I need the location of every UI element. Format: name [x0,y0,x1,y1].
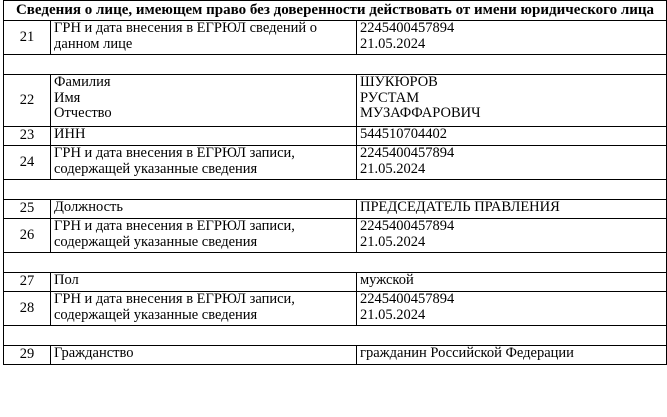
row-number: 23 [4,127,51,146]
spacer-row [4,180,667,200]
row-value [357,75,667,127]
row-value [357,219,667,253]
value-line: 2245400457894 [360,145,455,161]
label-line: ГРН и дата внесения в ЕГРЮЛ записи, [54,145,295,161]
value-line: мужской [360,272,414,288]
row-number: 28 [4,292,51,326]
row-value [357,200,667,219]
row-number: 26 [4,219,51,253]
row-label [51,292,357,326]
table-row [4,219,667,253]
row-label [51,346,357,365]
row-label [51,200,357,219]
row-label [51,127,357,146]
label-line: Имя [54,89,81,106]
label-line: ИНН [54,126,86,142]
table-row [4,200,667,219]
spacer-row [4,326,667,346]
table-row [4,346,667,365]
section-title: Сведения о лице, имеющем право без доверенности действовать от имени юридического лица [4,1,667,21]
row-number: 21 [4,21,51,55]
row-value [357,146,667,180]
label-line: содержащей указанные сведения [54,233,258,250]
row-label [51,75,357,127]
table-row [4,146,667,180]
value-line: МУЗАФФАРОВИЧ [360,105,481,121]
row-label [51,21,357,55]
row-number: 27 [4,273,51,292]
value-line: 21.05.2024 [360,160,426,177]
row-number: 24 [4,146,51,180]
row-value [357,346,667,365]
row-value [357,292,667,326]
section-header-row [4,1,667,21]
label-line: содержащей указанные сведения [54,306,258,323]
label-line: данном лице [54,35,133,52]
label-line: ГРН и дата внесения в ЕГРЮЛ сведений о [54,20,318,36]
value-line: 21.05.2024 [360,306,426,323]
row-label [51,219,357,253]
value-line: ПРЕДСЕДАТЕЛЬ ПРАВЛЕНИЯ [360,199,560,215]
table-row [4,127,667,146]
table-row [4,21,667,55]
label-line: содержащей указанные сведения [54,160,258,177]
value-line: 2245400457894 [360,20,455,36]
row-label [51,273,357,292]
value-line: 21.05.2024 [360,233,426,250]
table-row [4,292,667,326]
egrul-table [3,0,667,365]
label-line: Пол [54,272,79,288]
row-number: 22 [4,75,51,127]
row-number: 29 [4,346,51,365]
row-value [357,273,667,292]
value-line: 2245400457894 [360,218,455,234]
label-line: ГРН и дата внесения в ЕГРЮЛ записи, [54,218,295,234]
value-line: 544510704402 [360,126,447,142]
table-row [4,273,667,292]
spacer-row [4,55,667,75]
row-value [357,21,667,55]
label-line: ГРН и дата внесения в ЕГРЮЛ записи, [54,291,295,307]
row-label [51,146,357,180]
value-line: 21.05.2024 [360,35,426,52]
spacer-row [4,253,667,273]
row-number: 25 [4,200,51,219]
table-row [4,75,667,127]
label-line: Отчество [54,105,112,121]
label-line: Фамилия [54,74,111,90]
value-line: 2245400457894 [360,291,455,307]
value-line: РУСТАМ [360,89,420,106]
label-line: Должность [54,199,123,215]
label-line: Гражданство [54,345,134,361]
row-value [357,127,667,146]
value-line: ШУКЮРОВ [360,74,438,90]
value-line: гражданин Российской Федерации [360,345,574,361]
